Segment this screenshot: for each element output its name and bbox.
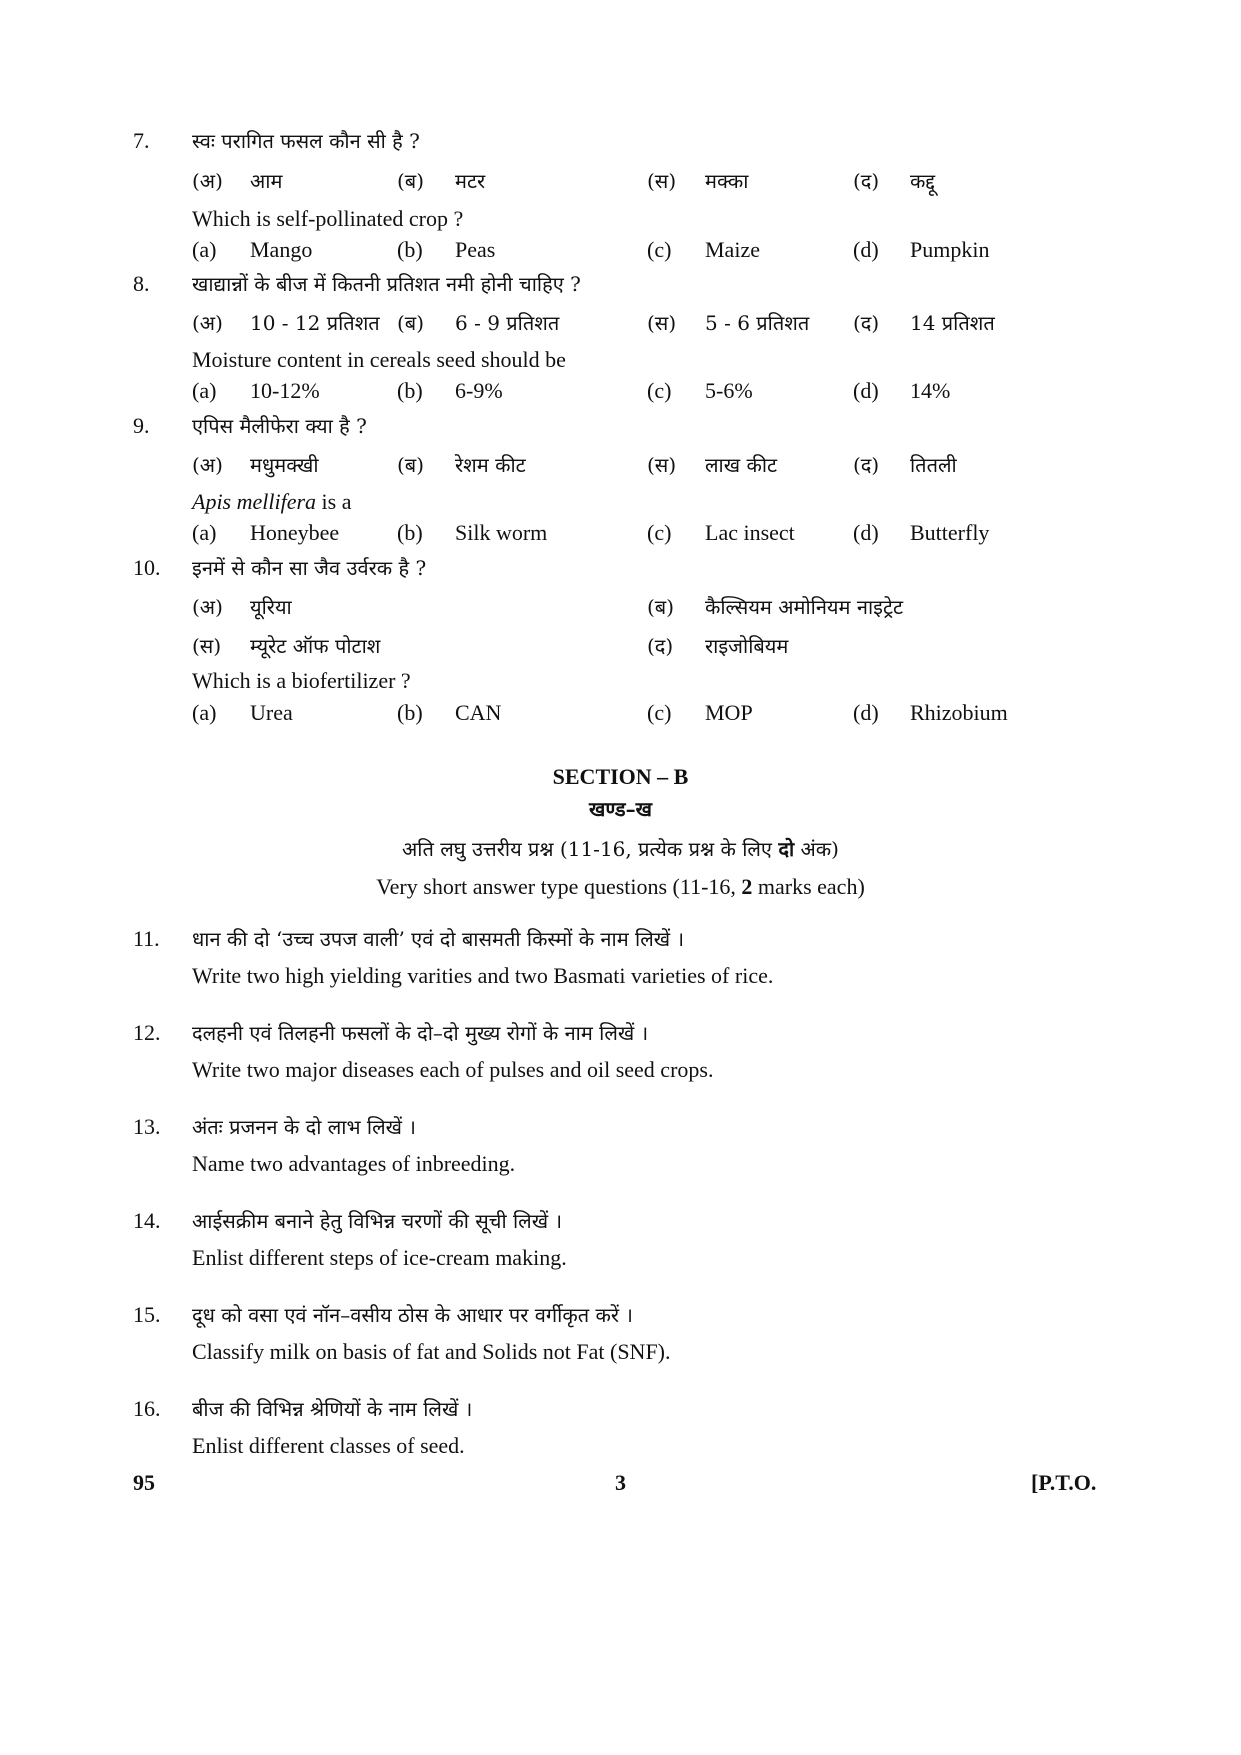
q8-en-opt-b: 6-9% <box>455 378 503 403</box>
q10-hi-opt-b-label: (ब) <box>647 595 675 619</box>
q8-en-opt-c-label: (c) <box>647 378 672 403</box>
q11-english-text: Write two high yielding varities and two Basmati varieties of rice. <box>192 963 774 988</box>
q8-hi-opt-b: 6 - 9 प्रतिशत <box>455 311 560 335</box>
q10-hi-opt-b: कैल्सियम अमोनियम नाइट्रेट <box>705 595 904 619</box>
q7-en-opt-c-label: (c) <box>647 237 672 262</box>
q10-english-text: Which is a biofertilizer ? <box>192 668 411 693</box>
q9-species-name: Apis mellifera <box>192 489 317 514</box>
paper-code: 95 <box>133 1470 155 1495</box>
q16-english-text: Enlist different classes of seed. <box>192 1433 465 1458</box>
q7-en-opt-b-label: (b) <box>397 237 423 262</box>
q8-en-opt-d-label: (d) <box>853 378 879 403</box>
q9-number: 9. <box>133 413 150 438</box>
q10-en-opt-a-label: (a) <box>192 700 217 725</box>
q10-en-opt-b: CAN <box>455 700 502 725</box>
q7-en-opt-c: Maize <box>705 237 760 262</box>
section-instructions-hindi <box>0 836 1241 862</box>
instr-en-part3: marks each) <box>752 874 865 899</box>
q8-hi-opt-a: 10 - 12 प्रतिशत <box>250 311 380 335</box>
q8-en-opt-b-label: (b) <box>397 378 423 403</box>
q10-hindi-text: इनमें से कौन सा जैव उर्वरक है ? <box>192 556 427 580</box>
q10-hi-opt-c-label: (स) <box>192 634 222 658</box>
q14-english-text: Enlist different steps of ice-cream making. <box>192 1245 567 1270</box>
instr-hi-part3: अंक) <box>794 837 839 861</box>
q10-en-opt-b-label: (b) <box>397 700 423 725</box>
q7-en-opt-a-label: (a) <box>192 237 217 262</box>
q9-en-opt-c-label: (c) <box>647 520 672 545</box>
q9-en-opt-a: Honeybee <box>250 520 340 545</box>
q10-hi-opt-d: राइजोबियम <box>705 634 789 658</box>
q9-hindi-text: एपिस मैलीफेरा क्या है ? <box>192 414 367 438</box>
q7-english-text: Which is self-pollinated crop ? <box>192 206 464 231</box>
q10-en-opt-c-label: (c) <box>647 700 672 725</box>
q8-en-opt-a-label: (a) <box>192 378 217 403</box>
q7-en-opt-b: Peas <box>455 237 496 262</box>
q12-hindi-text: दलहनी एवं तिलहनी फसलों के दो–दो मुख्य रोगों के नाम लिखें । <box>192 1021 649 1045</box>
q8-en-opt-a: 10-12% <box>250 378 320 403</box>
q10-en-opt-a: Urea <box>250 700 293 725</box>
q7-hi-opt-d-label: (द) <box>853 169 880 193</box>
q9-hi-opt-d: तितली <box>910 453 957 477</box>
q10-en-opt-c: MOP <box>705 700 753 725</box>
q9-hi-opt-c-label: (स) <box>647 453 677 477</box>
q7-hindi-text: स्वः परागित फसल कौन सी है ? <box>192 129 420 153</box>
section-title: SECTION – B <box>552 764 689 789</box>
q8-hi-opt-c-label: (स) <box>647 311 677 335</box>
q8-hi-opt-a-label: (अ) <box>192 311 223 335</box>
q11-number: 11. <box>133 926 160 951</box>
q8-hi-opt-d: 14 प्रतिशत <box>910 311 995 335</box>
q10-hi-opt-a-label: (अ) <box>192 595 223 619</box>
q14-number: 14. <box>133 1208 161 1233</box>
q10-number: 10. <box>133 555 161 580</box>
q7-hi-opt-c: मक्का <box>705 169 749 193</box>
q10-en-opt-d: Rhizobium <box>910 700 1008 725</box>
q10-hi-opt-a: यूरिया <box>250 595 292 619</box>
q9-english-rest: is a <box>316 489 352 514</box>
q7-en-opt-d: Pumpkin <box>910 237 990 262</box>
q15-hindi-text: दूध को वसा एवं नॉन–वसीय ठोस के आधार पर वर्गीकृत करें । <box>192 1303 633 1327</box>
q8-number: 8. <box>133 271 150 296</box>
q13-hindi-text: अंतः प्रजनन के दो लाभ लिखें । <box>192 1115 416 1139</box>
q7-hi-opt-b: मटर <box>455 169 486 193</box>
q9-en-opt-c: Lac insect <box>705 520 795 545</box>
q9-en-opt-d: Butterfly <box>910 520 990 545</box>
q13-number: 13. <box>133 1114 161 1139</box>
q9-english-text <box>192 489 352 515</box>
q8-hi-opt-c: 5 - 6 प्रतिशत <box>705 311 810 335</box>
q8-en-opt-d: 14% <box>910 378 951 403</box>
q9-hi-opt-d-label: (द) <box>853 453 880 477</box>
q8-hi-opt-b-label: (ब) <box>397 311 425 335</box>
q16-hindi-text: बीज की विभिन्न श्रेणियों के नाम लिखें । <box>192 1397 473 1421</box>
section-title-hindi: खण्ड–ख <box>589 797 652 821</box>
q7-en-opt-d-label: (d) <box>853 237 879 262</box>
q7-en-opt-a: Mango <box>250 237 313 262</box>
q8-en-opt-c: 5-6% <box>705 378 753 403</box>
page-number: 3 <box>615 1470 626 1495</box>
q9-hi-opt-a-label: (अ) <box>192 453 223 477</box>
q10-en-opt-d-label: (d) <box>853 700 879 725</box>
q8-english-text: Moisture content in cereals seed should be <box>192 347 566 372</box>
instr-en-marks: 2 <box>741 874 753 899</box>
q8-hindi-text: खाद्यान्नों के बीज में कितनी प्रतिशत नमी होनी चाहिए ? <box>192 272 581 296</box>
q7-hi-opt-a: आम <box>250 169 283 193</box>
q15-number: 15. <box>133 1302 161 1327</box>
q7-hi-opt-a-label: (अ) <box>192 169 223 193</box>
q9-hi-opt-c: लाख कीट <box>705 453 778 477</box>
q8-hi-opt-d-label: (द) <box>853 311 880 335</box>
q9-en-opt-b: Silk worm <box>455 520 548 545</box>
q9-en-opt-a-label: (a) <box>192 520 217 545</box>
q14-hindi-text: आईसक्रीम बनाने हेतु विभिन्न चरणों की सूची लिखें । <box>192 1209 563 1233</box>
q12-number: 12. <box>133 1020 161 1045</box>
q15-english-text: Classify milk on basis of fat and Solids not Fat (SNF). <box>192 1339 671 1364</box>
q11-hindi-text: धान की दो ‘उच्च उपज वाली’ एवं दो बासमती किस्मों के नाम लिखें । <box>192 927 685 951</box>
q9-en-opt-d-label: (d) <box>853 520 879 545</box>
q10-hi-opt-c: म्यूरेट ऑफ पोटाश <box>250 634 381 658</box>
instr-hi-part1: अति लघु उत्तरीय प्रश्न (11-16, प्रत्येक प्रश्न के लिए <box>402 837 779 861</box>
section-instructions-english <box>0 874 1241 900</box>
q9-hi-opt-a: मधुमक्खी <box>250 453 319 477</box>
q9-hi-opt-b: रेशम कीट <box>455 453 526 477</box>
q9-hi-opt-b-label: (ब) <box>397 453 425 477</box>
q7-hi-opt-b-label: (ब) <box>397 169 425 193</box>
q7-number: 7. <box>133 128 150 153</box>
pto-mark: [P.T.O. <box>1031 1470 1097 1495</box>
q7-hi-opt-c-label: (स) <box>647 169 677 193</box>
instr-en-part1: Very short answer type questions (11-16, <box>376 874 742 899</box>
q12-english-text: Write two major diseases each of pulses and oil seed crops. <box>192 1057 714 1082</box>
instr-hi-marks: दो <box>778 837 795 861</box>
q13-english-text: Name two advantages of inbreeding. <box>192 1151 516 1176</box>
q16-number: 16. <box>133 1396 161 1421</box>
q10-hi-opt-d-label: (द) <box>647 634 674 658</box>
q7-hi-opt-d: कद्दू <box>910 169 936 193</box>
q9-en-opt-b-label: (b) <box>397 520 423 545</box>
